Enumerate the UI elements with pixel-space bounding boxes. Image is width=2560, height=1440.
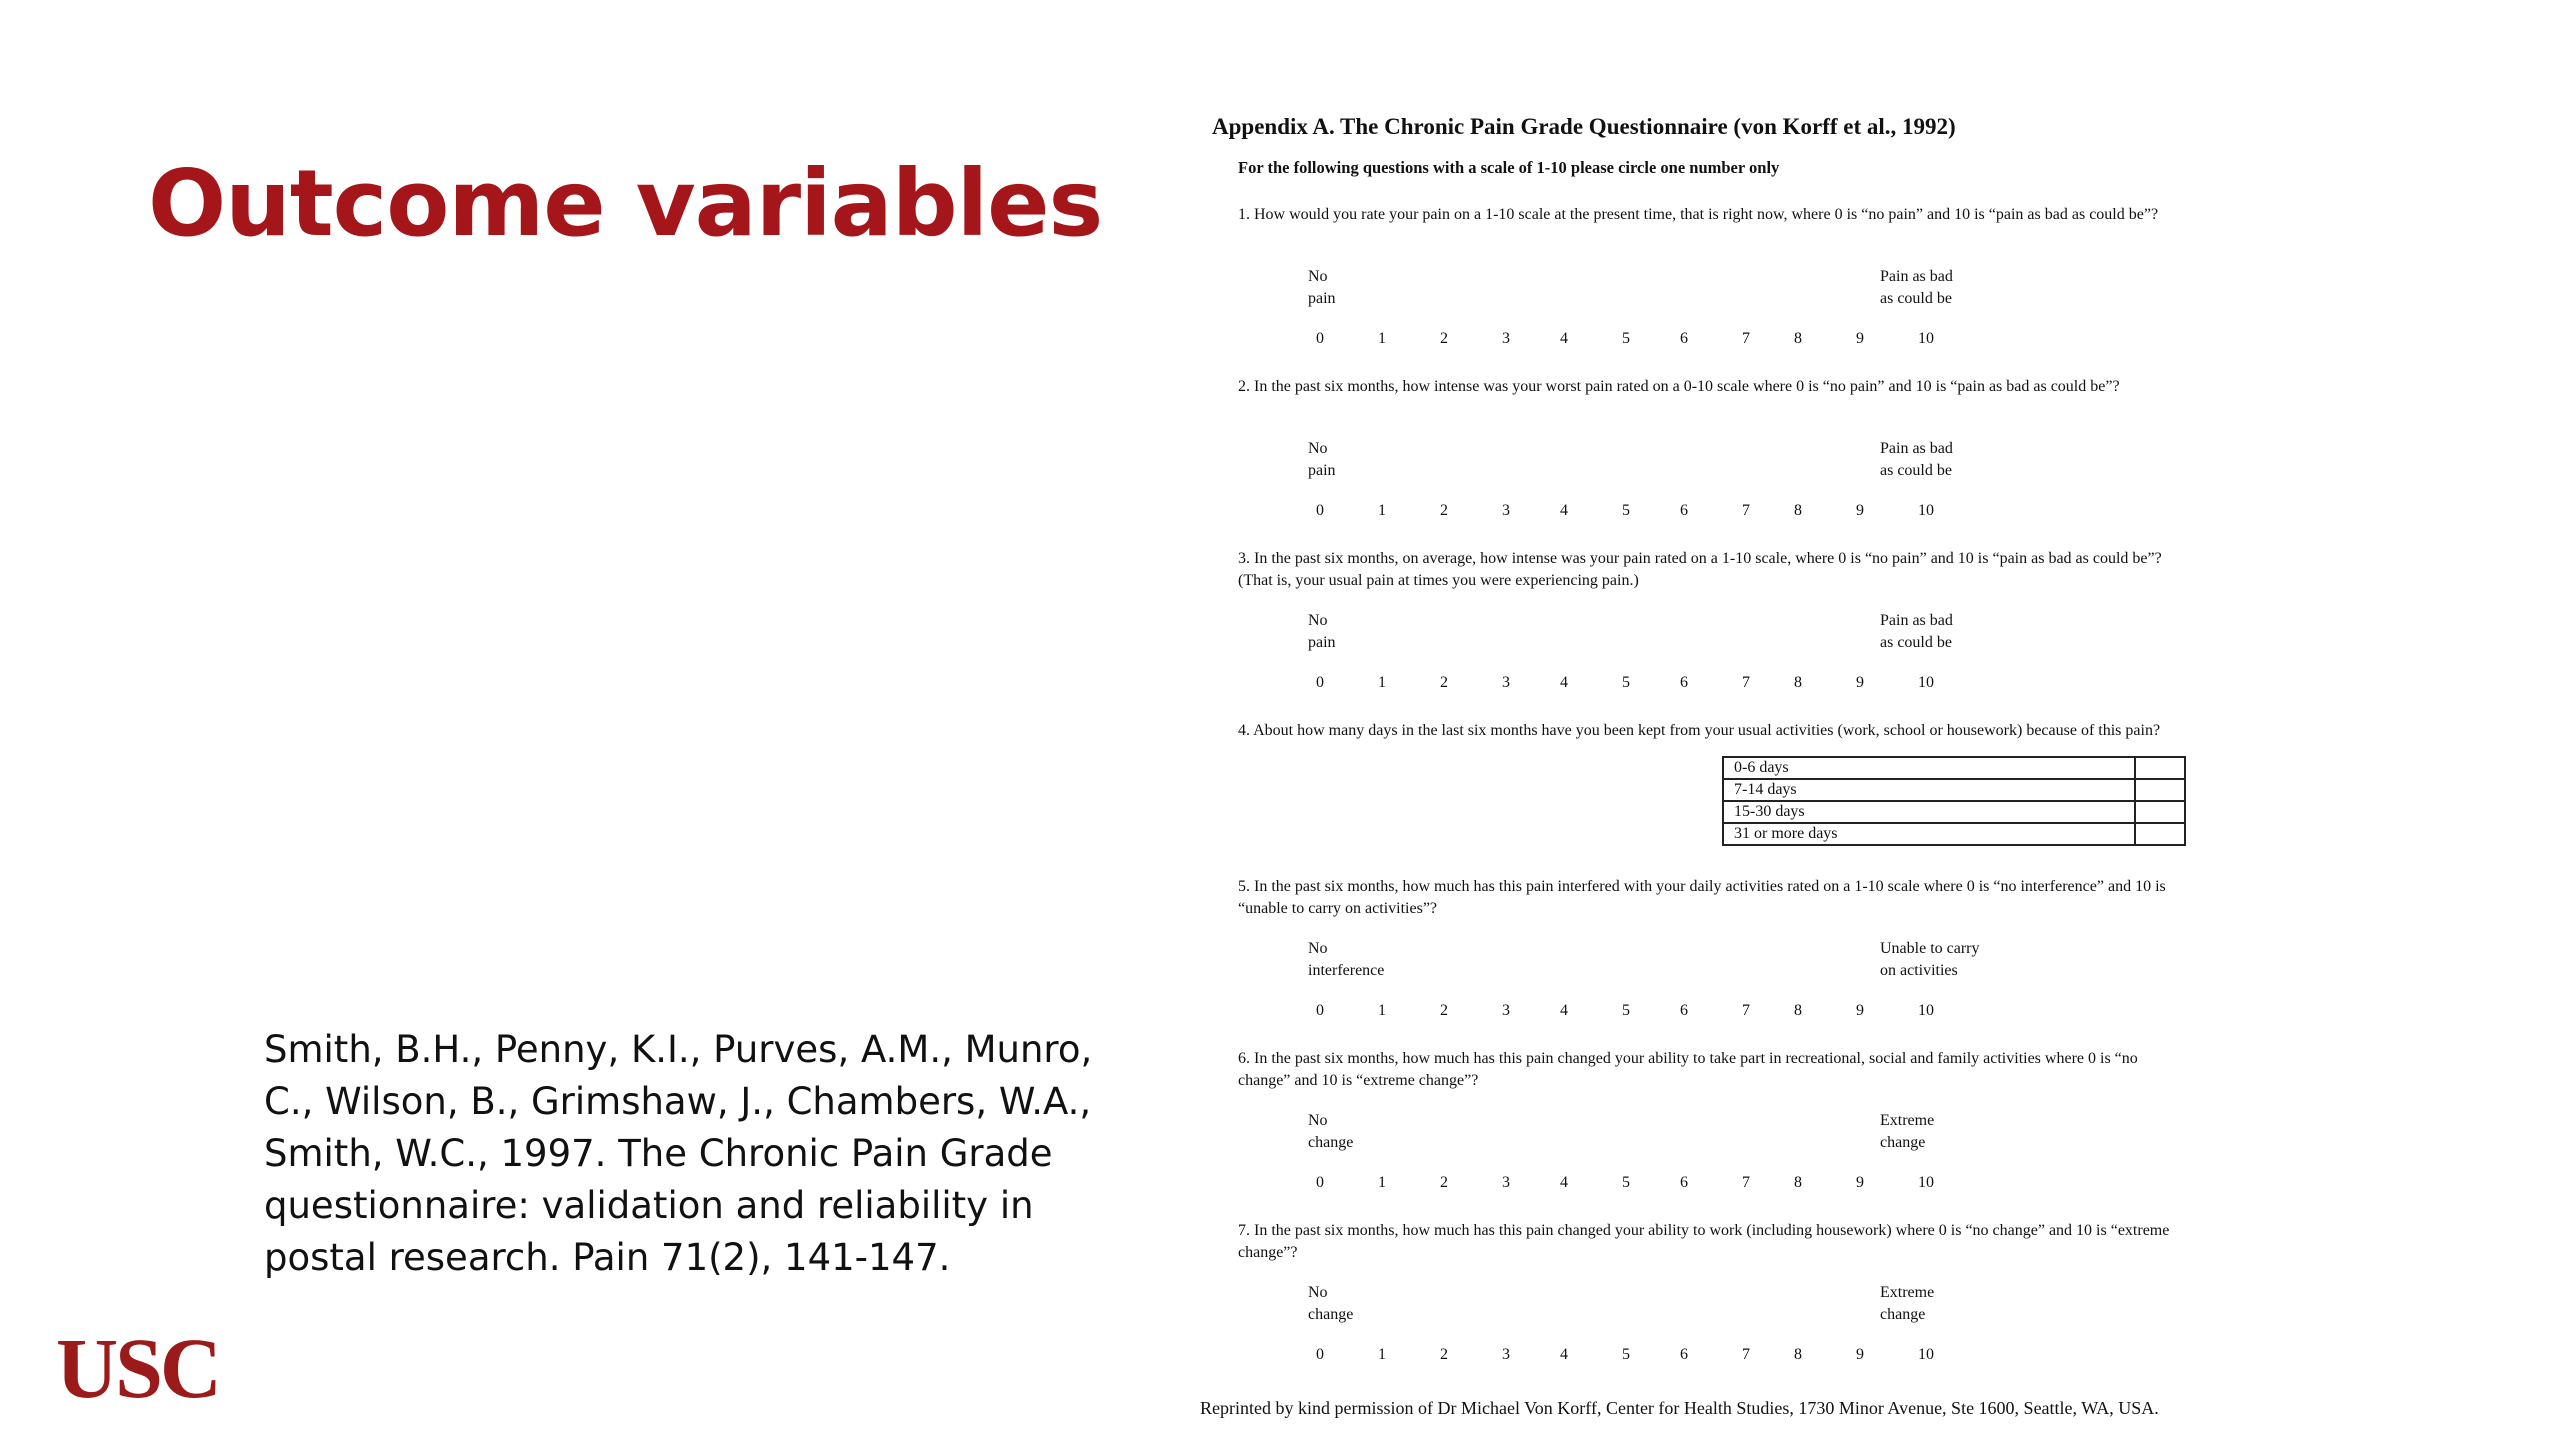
scale-number[interactable]: 5 xyxy=(1622,1174,1630,1191)
scale-number[interactable]: 4 xyxy=(1560,1346,1568,1363)
scale-number[interactable]: 5 xyxy=(1622,502,1630,519)
scale-number[interactable]: 5 xyxy=(1622,1002,1630,1019)
question-7-right-anchor: Extreme change xyxy=(1880,1284,1935,1323)
scale-number[interactable]: 3 xyxy=(1502,1174,1510,1191)
scale-number[interactable]: 0 xyxy=(1316,674,1324,691)
scale-number[interactable]: 6 xyxy=(1680,1002,1688,1019)
option-row xyxy=(1723,801,2185,823)
scale-number[interactable]: 6 xyxy=(1680,330,1688,347)
scale-number[interactable]: 0 xyxy=(1316,1346,1324,1363)
scale-number[interactable]: 10 xyxy=(1918,330,1934,347)
scale-number[interactable]: 9 xyxy=(1856,1174,1864,1191)
scale-number[interactable]: 9 xyxy=(1856,674,1864,691)
scale-number[interactable]: 3 xyxy=(1502,1346,1510,1363)
question-3-scale xyxy=(1300,674,2040,696)
question-6-text: 6. In the past six months, how much has this pain changed your ability to take part in recreational, social and family activities where 0 is “no change” and 10 is “extreme change”? xyxy=(1238,1050,2138,1089)
questionnaire-document xyxy=(1200,100,2350,1440)
scale-number[interactable]: 7 xyxy=(1742,674,1750,691)
document-instruction: For the following questions with a scale of 1-10 please circle one number only xyxy=(1238,158,1780,177)
question-1-left-anchor: No pain xyxy=(1308,268,1336,307)
scale-number[interactable]: 3 xyxy=(1502,674,1510,691)
option-checkbox[interactable] xyxy=(2135,779,2185,801)
scale-number[interactable]: 4 xyxy=(1560,1174,1568,1191)
scale-number[interactable]: 0 xyxy=(1316,502,1324,519)
scale-number[interactable]: 8 xyxy=(1794,674,1802,691)
document-footer: Reprinted by kind permission of Dr Michael Von Korff, Center for Health Studies, 1730 Minor Avenue, Ste 1600, Seattle, WA, USA. xyxy=(1200,1398,2159,1418)
scale-number[interactable]: 1 xyxy=(1378,330,1386,347)
usc-logo: USC xyxy=(56,1320,220,1416)
scale-number[interactable]: 7 xyxy=(1742,1002,1750,1019)
question-1-text: 1. How would you rate your pain on a 1-10 scale at the present time, that is right now, where 0 is “no pain” and 10 is “pain as bad as could be”? xyxy=(1238,206,2159,223)
scale-number[interactable]: 8 xyxy=(1794,1346,1802,1363)
question-4-options-table xyxy=(1722,756,2186,846)
question-1-right-anchor: Pain as bad as could be xyxy=(1880,268,1953,307)
scale-number[interactable]: 1 xyxy=(1378,674,1386,691)
scale-number[interactable]: 3 xyxy=(1502,330,1510,347)
scale-number[interactable]: 2 xyxy=(1440,330,1448,347)
scale-number[interactable]: 2 xyxy=(1440,674,1448,691)
scale-number[interactable]: 1 xyxy=(1378,502,1386,519)
question-7-text: 7. In the past six months, how much has this pain changed your ability to work (including housework) where 0 is “no change” and 10 is “extreme change”? xyxy=(1238,1222,2170,1261)
scale-number[interactable]: 8 xyxy=(1794,502,1802,519)
scale-number[interactable]: 7 xyxy=(1742,1174,1750,1191)
option-label: 0-6 days xyxy=(1723,757,2135,779)
question-7-scale xyxy=(1300,1346,2040,1368)
question-5-left-anchor: No interference xyxy=(1308,940,1385,979)
scale-number[interactable]: 6 xyxy=(1680,1346,1688,1363)
option-label: 31 or more days xyxy=(1723,823,2135,845)
question-2-scale xyxy=(1300,502,2040,524)
question-2-text: 2. In the past six months, how intense was your worst pain rated on a 0-10 scale where 0 is “no pain” and 10 is “pain as bad as could be”? xyxy=(1238,378,2120,395)
scale-number[interactable]: 1 xyxy=(1378,1002,1386,1019)
scale-number[interactable]: 6 xyxy=(1680,1174,1688,1191)
scale-number[interactable]: 10 xyxy=(1918,1174,1934,1191)
scale-number[interactable]: 10 xyxy=(1918,502,1934,519)
question-3-right-anchor: Pain as bad as could be xyxy=(1880,612,1953,651)
question-6-right-anchor: Extreme change xyxy=(1880,1112,1935,1151)
scale-number[interactable]: 2 xyxy=(1440,1002,1448,1019)
scale-number[interactable]: 9 xyxy=(1856,502,1864,519)
scale-number[interactable]: 4 xyxy=(1560,330,1568,347)
question-6-scale xyxy=(1300,1174,2040,1196)
scale-number[interactable]: 8 xyxy=(1794,1002,1802,1019)
question-7-left-anchor: No change xyxy=(1308,1284,1354,1323)
scale-number[interactable]: 10 xyxy=(1918,1346,1934,1363)
scale-number[interactable]: 9 xyxy=(1856,330,1864,347)
question-5-scale xyxy=(1300,1002,2040,1024)
scale-number[interactable]: 4 xyxy=(1560,1002,1568,1019)
scale-number[interactable]: 10 xyxy=(1918,1002,1934,1019)
question-3-left-anchor: No pain xyxy=(1308,612,1336,651)
slide-title: Outcome variables xyxy=(148,150,1103,257)
scale-number[interactable]: 3 xyxy=(1502,502,1510,519)
scale-number[interactable]: 1 xyxy=(1378,1346,1386,1363)
option-checkbox[interactable] xyxy=(2135,801,2185,823)
document-heading: Appendix A. The Chronic Pain Grade Questionnaire (von Korff et al., 1992) xyxy=(1212,114,1956,139)
scale-number[interactable]: 3 xyxy=(1502,1002,1510,1019)
scale-number[interactable]: 7 xyxy=(1742,330,1750,347)
question-1-scale xyxy=(1300,330,2040,352)
option-label: 15-30 days xyxy=(1723,801,2135,823)
citation-text: Smith, B.H., Penny, K.I., Purves, A.M., Munro, C., Wilson, B., Grimshaw, J., Chambers, W.A., Smith, W.C., 1997. The Chronic Pain Grade questionnaire: validation and reliability in postal research. Pain 71(2), 141-147. xyxy=(264,1028,1093,1279)
scale-number[interactable]: 7 xyxy=(1742,502,1750,519)
option-row xyxy=(1723,757,2185,779)
scale-number[interactable]: 4 xyxy=(1560,674,1568,691)
question-2-left-anchor: No pain xyxy=(1308,440,1336,479)
scale-number[interactable]: 2 xyxy=(1440,502,1448,519)
scale-number[interactable]: 1 xyxy=(1378,1174,1386,1191)
scale-number[interactable]: 9 xyxy=(1856,1002,1864,1019)
question-4-text: 4. About how many days in the last six months have you been kept from your usual activities (work, school or housework) because of this pain? xyxy=(1238,722,2161,739)
option-checkbox[interactable] xyxy=(2135,757,2185,779)
option-label: 7-14 days xyxy=(1723,779,2135,801)
scale-number[interactable]: 10 xyxy=(1918,674,1934,691)
scale-number[interactable]: 9 xyxy=(1856,1346,1864,1363)
scale-number[interactable]: 6 xyxy=(1680,502,1688,519)
scale-number[interactable]: 4 xyxy=(1560,502,1568,519)
scale-number[interactable]: 7 xyxy=(1742,1346,1750,1363)
scale-number[interactable]: 0 xyxy=(1316,1002,1324,1019)
option-row xyxy=(1723,823,2185,845)
option-checkbox[interactable] xyxy=(2135,823,2185,845)
scale-number[interactable]: 8 xyxy=(1794,1174,1802,1191)
scale-number[interactable]: 0 xyxy=(1316,330,1324,347)
scale-number[interactable]: 5 xyxy=(1622,330,1630,347)
scale-number[interactable]: 2 xyxy=(1440,1174,1448,1191)
scale-number[interactable]: 6 xyxy=(1680,674,1688,691)
question-6-left-anchor: No change xyxy=(1308,1112,1354,1151)
question-2-right-anchor: Pain as bad as could be xyxy=(1880,440,1953,479)
scale-number[interactable]: 5 xyxy=(1622,674,1630,691)
scale-number[interactable]: 8 xyxy=(1794,330,1802,347)
question-5-right-anchor: Unable to carry on activities xyxy=(1880,940,1980,979)
scale-number[interactable]: 0 xyxy=(1316,1174,1324,1191)
scale-number[interactable]: 2 xyxy=(1440,1346,1448,1363)
option-row xyxy=(1723,779,2185,801)
question-5-text: 5. In the past six months, how much has this pain interfered with your daily activities rated on a 1-10 scale where 0 is “no interference” and 10 is “unable to carry on activities”? xyxy=(1238,878,2166,917)
scale-number[interactable]: 5 xyxy=(1622,1346,1630,1363)
question-3-text: 3. In the past six months, on average, how intense was your pain rated on a 1-10 scale, where 0 is “no pain” and 10 is “pain as bad as could be”? (That is, your usual pain at times you were experiencing pain.) xyxy=(1238,550,2162,589)
